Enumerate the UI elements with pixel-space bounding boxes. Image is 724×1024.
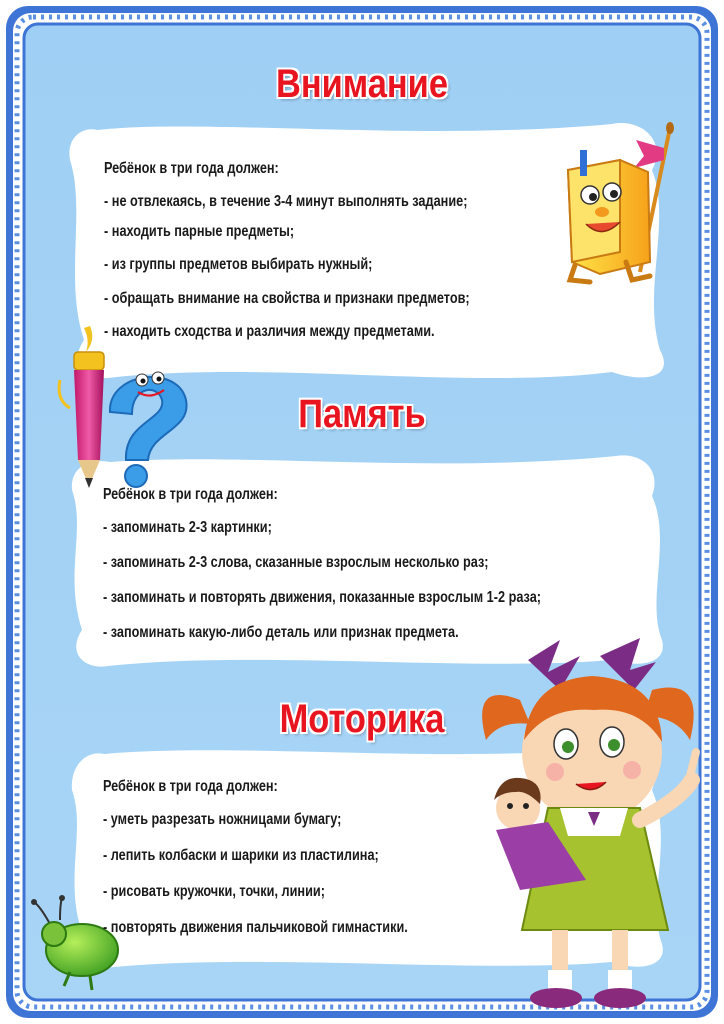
attention-block — [104, 160, 550, 341]
list-item: - запоминать 2-3 слова, сказанные взрослым несколько раз; — [103, 554, 489, 571]
attention-intro: Ребёнок в три года должен: — [104, 160, 279, 177]
memory-block — [103, 486, 637, 659]
list-item: - лепить колбаски и шарики из пластилина; — [103, 847, 379, 864]
list-item: - запоминать и повторять движения, показанные взрослым 1-2 раза; — [103, 589, 542, 606]
list-item: - рисовать кружочки, точки, линии; — [103, 883, 325, 900]
heading-memory: Память — [298, 392, 426, 436]
heading-attention: Внимание — [276, 62, 448, 106]
memory-intro: Ребёнок в три года должен: — [103, 486, 278, 503]
list-item: - обращать внимание на свойства и признаки предметов; — [104, 290, 470, 307]
list-item: - повторять движения пальчиковой гимнастики. — [103, 919, 408, 936]
motor-intro: Ребёнок в три года должен: — [103, 778, 278, 795]
list-item: - из группы предметов выбирать нужный; — [104, 256, 373, 273]
memory-list — [103, 519, 637, 659]
list-item: - находить парные предметы; — [104, 223, 295, 240]
list-item: - запоминать 2-3 картинки; — [103, 519, 272, 536]
attention-list — [104, 193, 550, 341]
list-item: - не отвлекаясь, в течение 3-4 минут выполнять задание; — [104, 193, 468, 210]
list-item: - уметь разрезать ножницами бумагу; — [103, 811, 342, 828]
motor-list — [103, 811, 475, 955]
heading-motor: Моторика — [279, 697, 445, 741]
list-item: - запоминать какую-либо деталь или признак предмета. — [103, 624, 459, 641]
motor-block — [103, 778, 475, 955]
list-item: - находить сходства и различия между предметами. — [104, 323, 435, 340]
